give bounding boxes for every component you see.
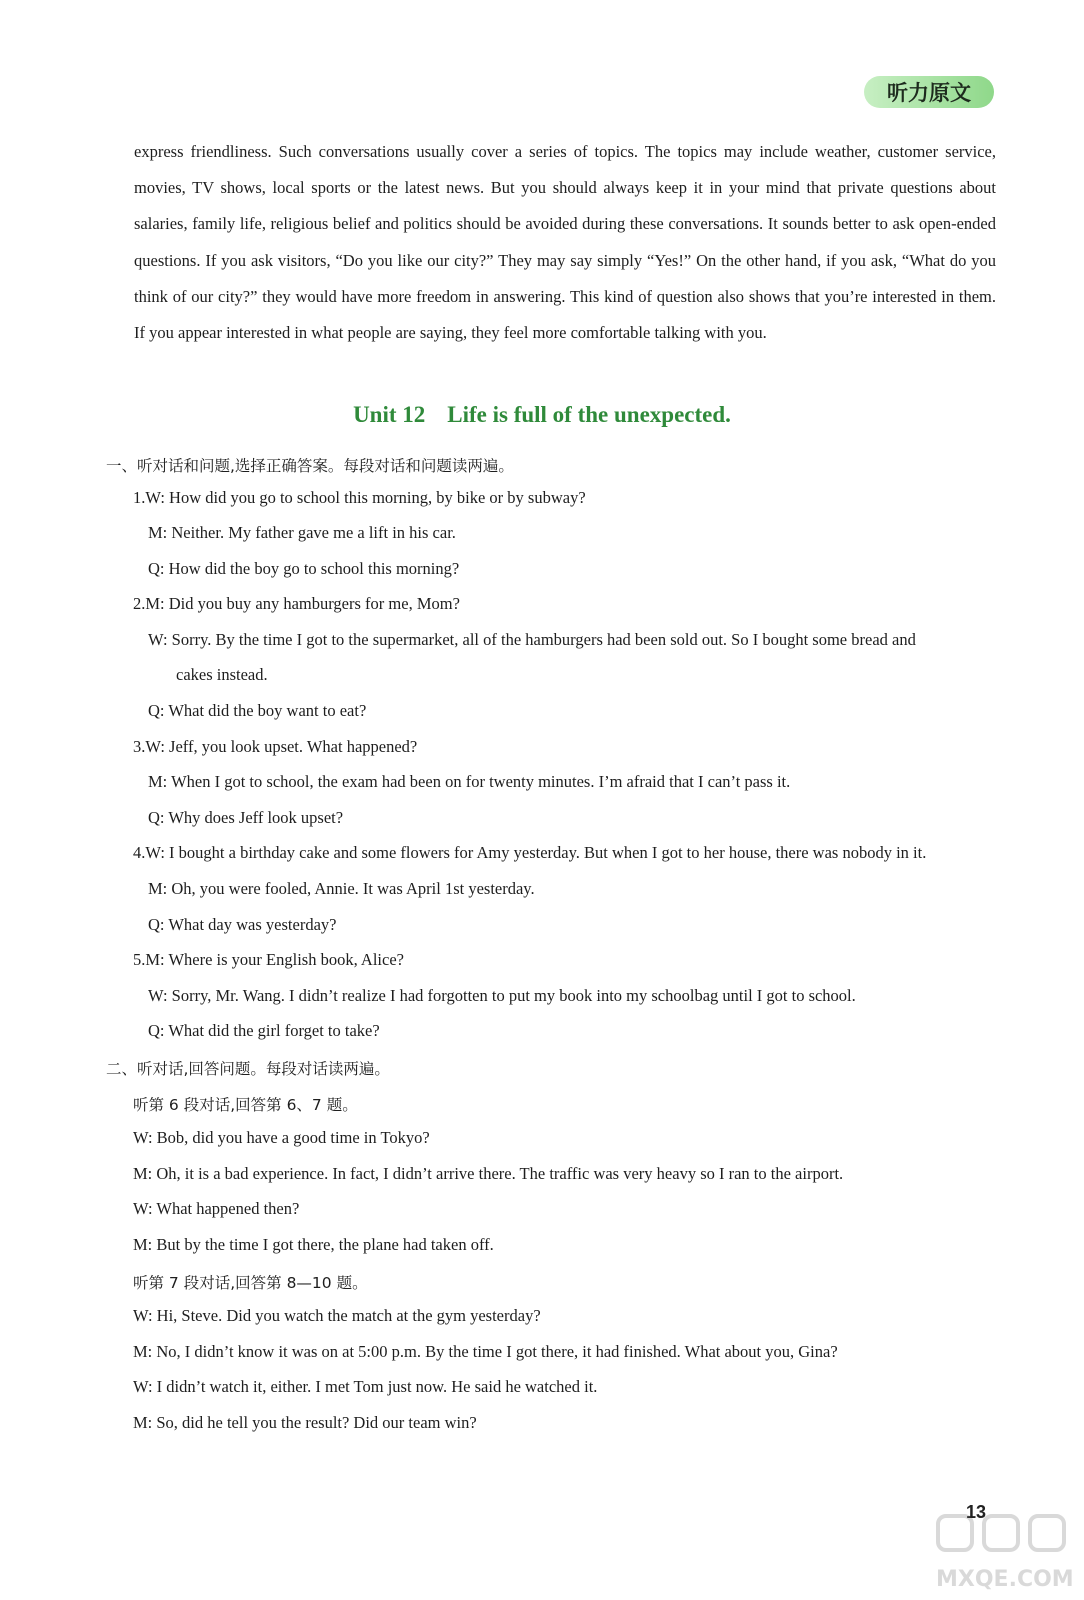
intro-paragraph: express friendliness. Such conversations usually cover a series of topics. The topics may include weather, customer service, movies, TV shows, local sports or the latest news. But you should always keep it in your mind that private questions about salaries, family life, religious belief and politics should be avoided during these conversations. It sounds better to ask open-ended questions. If you ask visitors, “Do you like our city?” They may say simply “Yes!” On the other hand, if you ask, “What do you think of our city?” they would have more freedom in answering. This kind of question also shows that you’re interested in them. If you appear interested in what people are saying, they feel more comfortable talking with you. (134, 142, 996, 343)
dialogue-line: 4.W: I bought a birthday cake and some flowers for Amy yesterday. But when I got to her house, there was nobody in it. (133, 843, 927, 862)
section-badge: 听力原文 (864, 76, 994, 108)
dialogue-line: 1.W: How did you go to school this morning, by bike or by subway? (133, 488, 586, 507)
section-heading: 二、听对话,回答问题。每段对话读两遍。 (106, 1060, 390, 1078)
dialogue-line: 2.M: Did you buy any hamburgers for me, Mom? (133, 594, 460, 613)
watermark-logo (930, 1510, 1080, 1594)
dialogue-line: M: Oh, you were fooled, Annie. It was April 1st yesterday. (148, 879, 535, 898)
dialogue-line: 3.W: Jeff, you look upset. What happened? (133, 737, 418, 756)
dialogue-line: Q: Why does Jeff look upset? (148, 808, 344, 827)
dialogue-line: Q: How did the boy go to school this morning? (148, 559, 460, 578)
dialogue-line: W: What happened then? (133, 1199, 300, 1218)
dialogue-line: Q: What day was yesterday? (148, 915, 337, 934)
dialogue-line: W: Sorry, Mr. Wang. I didn’t realize I had forgotten to put my book into my schoolbag until I got to school. (148, 986, 856, 1005)
unit-number: Unit 12 (353, 402, 426, 427)
dialogue-line: W: Sorry. By the time I got to the supermarket, all of the hamburgers had been sold out. So I bought some bread and (148, 630, 916, 649)
dialogue-line: W: I didn’t watch it, either. I met Tom just now. He said he watched it. (133, 1377, 598, 1396)
dialogue-line: W: Hi, Steve. Did you watch the match at the gym yesterday? (133, 1306, 541, 1325)
unit-name: Life is full of the unexpected. (447, 402, 731, 427)
sub-heading: 听第 6 段对话,回答第 6、7 题。 (133, 1096, 358, 1114)
dialogue-line: M: When I got to school, the exam had been on for twenty minutes. I’m afraid that I can’t pass it. (148, 772, 791, 791)
sub-heading: 听第 7 段对话,回答第 8—10 题。 (133, 1274, 368, 1292)
unit-title (0, 402, 1084, 428)
dialogue-line: M: So, did he tell you the result? Did our team win? (133, 1413, 477, 1432)
section-heading: 一、听对话和问题,选择正确答案。每段对话和问题读两遍。 (106, 457, 514, 475)
dialogue-line: M: Oh, it is a bad experience. In fact, I didn’t arrive there. The traffic was very heavy so I ran to the airport. (133, 1164, 844, 1183)
dialogue-line: Q: What did the girl forget to take? (148, 1021, 380, 1040)
dialogue-line: cakes instead. (176, 665, 268, 684)
dialogue-line: 5.M: Where is your English book, Alice? (133, 950, 404, 969)
page-number: 13 (966, 1502, 987, 1522)
watermark-text: MXQE.COM (936, 1567, 1074, 1592)
dialogue-line: Q: What did the boy want to eat? (148, 701, 367, 720)
dialogue-line: M: Neither. My father gave me a lift in his car. (148, 523, 456, 542)
dialogue-line: W: Bob, did you have a good time in Tokyo? (133, 1128, 430, 1147)
dialogue-line: M: No, I didn’t know it was on at 5:00 p.m. By the time I got there, it had finished. What about you, Gina? (133, 1342, 838, 1361)
dialogue-line: M: But by the time I got there, the plane had taken off. (133, 1235, 494, 1254)
